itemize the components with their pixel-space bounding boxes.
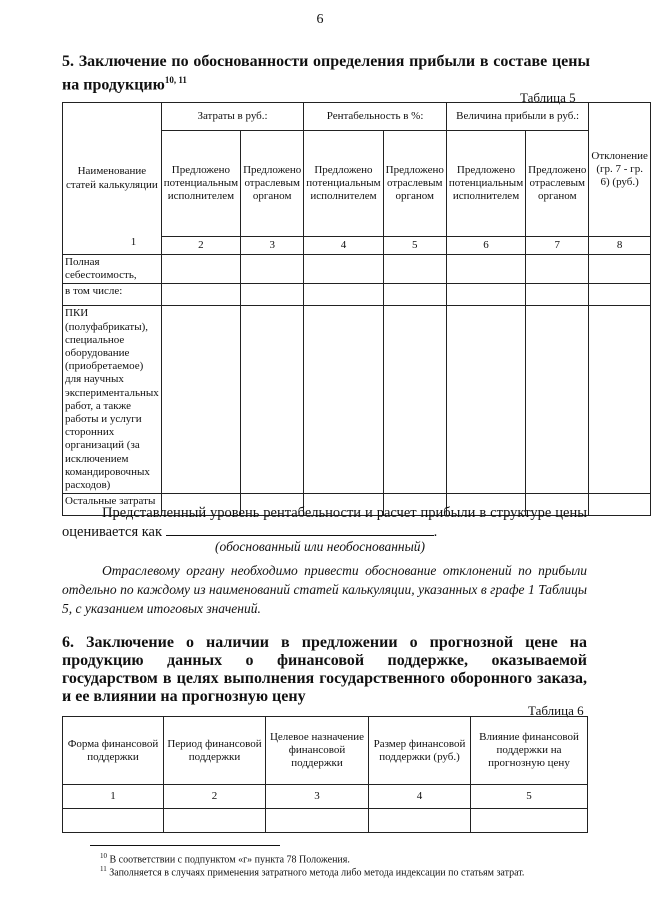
assessment-text: Представленный уровень рентабельности и расчет прибыли в структуре цены оценивается как xyxy=(62,505,587,540)
col-number-7: 7 xyxy=(526,237,589,255)
t6-col-number-5: 5 xyxy=(471,785,588,809)
section-5-title: 5. Заключение по обоснованности определения прибыли в составе цены на продукцию xyxy=(62,53,590,94)
header-profitability: Рентабельность в %: xyxy=(304,103,447,131)
assessment-paragraph xyxy=(62,504,587,542)
t6-empty-cell xyxy=(266,809,369,833)
t6-header-form: Форма финансовой поддержки xyxy=(63,717,164,785)
t6-col-number-4: 4 xyxy=(369,785,471,809)
section-5-heading xyxy=(62,53,590,94)
footnote-10 xyxy=(100,852,350,865)
table-5-caption: Таблица 5 xyxy=(520,90,576,105)
t6-col-number-3: 3 xyxy=(266,785,369,809)
footnote-11-ref: 11 xyxy=(100,865,107,873)
t6-col-number-1: 1 xyxy=(63,785,164,809)
assessment-blank xyxy=(166,523,434,536)
footnote-11 xyxy=(100,865,524,878)
sub-profitability-potential: Предложено потенциальным исполнителем xyxy=(304,131,383,237)
col-number-2: 2 xyxy=(161,237,240,255)
col-number-3: 3 xyxy=(241,237,304,255)
col-number-6: 6 xyxy=(446,237,525,255)
t6-empty-cell xyxy=(369,809,471,833)
sub-costs-agency: Предложено отраслевым органом xyxy=(241,131,304,237)
header-profit: Величина прибыли в руб.: xyxy=(446,103,589,131)
sub-profit-agency: Предложено отраслевым органом xyxy=(526,131,589,237)
t6-header-period: Период финансовой поддержки xyxy=(164,717,266,785)
t6-header-amount: Размер финансовой поддержки (руб.) xyxy=(369,717,471,785)
row-other-costs: Остальные затраты xyxy=(63,494,162,516)
sub-profitability-agency: Предложено отраслевым органом xyxy=(383,131,446,237)
col-number-4: 4 xyxy=(304,237,383,255)
footnote-11-text: Заполняется в случаях применения затратного метода либо метода индексации по статьям затрат. xyxy=(109,867,525,879)
table-6 xyxy=(62,716,588,833)
assessment-end: . xyxy=(433,524,438,540)
row-including: в том числе: xyxy=(63,284,162,306)
t6-header-purpose: Целевое назначение финансовой поддержки xyxy=(266,717,369,785)
footnote-10-text: В соответствии с подпунктом «г» пункта 78 Положения. xyxy=(109,854,350,866)
col-number-5: 5 xyxy=(383,237,446,255)
col-number-8: 8 xyxy=(589,237,651,255)
sub-costs-potential: Предложено потенциальным исполнителем xyxy=(161,131,240,237)
t6-col-number-2: 2 xyxy=(164,785,266,809)
t6-empty-cell xyxy=(63,809,164,833)
t6-empty-cell xyxy=(164,809,266,833)
t6-empty-cell xyxy=(471,809,588,833)
header-costs: Затраты в руб.: xyxy=(161,103,304,131)
row-full-cost: Полная себестоимость, xyxy=(63,255,162,284)
table-5 xyxy=(62,102,651,516)
instruction-paragraph: Отраслевому органу необходимо привести обоснование отклонений по прибыли отдельно по каждому из наименований статей калькуляции, указанных в графе 1 Таблицы 5, с указанием итоговых значений. xyxy=(62,563,587,616)
t6-header-impact: Влияние финансовой поддержки на прогнозную цену xyxy=(471,717,588,785)
row-pki: ПКИ (полуфабрикаты), специальное оборудование (приобретаемое) для научных экспериментальных работ, а также работы и услуги сторонних организаций (за исключением командировочных расходов) xyxy=(63,306,162,494)
blank-note: (обоснованный или необоснованный) xyxy=(215,539,425,554)
section-5-footnote-refs: 10, 11 xyxy=(164,75,187,85)
section-6-heading: 6. Заключение о наличии в предложении о прогнозной цене на продукцию данных о финансовой поддержке, оказываемой государством в целях выполнения государственного оборонного заказа, и ее влиянии на прогнозную цену xyxy=(62,634,587,705)
footnote-separator xyxy=(90,845,280,846)
header-deviation: Отклонение (гр. 7 - гр. 6) (руб.) xyxy=(589,103,651,237)
sub-profit-potential: Предложено потенциальным исполнителем xyxy=(446,131,525,237)
page-number: 6 xyxy=(316,12,324,27)
header-item-name: Наименование статей калькуляции xyxy=(63,103,162,255)
table-6-caption: Таблица 6 xyxy=(528,703,584,718)
col-number-1: 1 xyxy=(130,236,137,248)
footnote-10-ref: 10 xyxy=(100,852,107,860)
